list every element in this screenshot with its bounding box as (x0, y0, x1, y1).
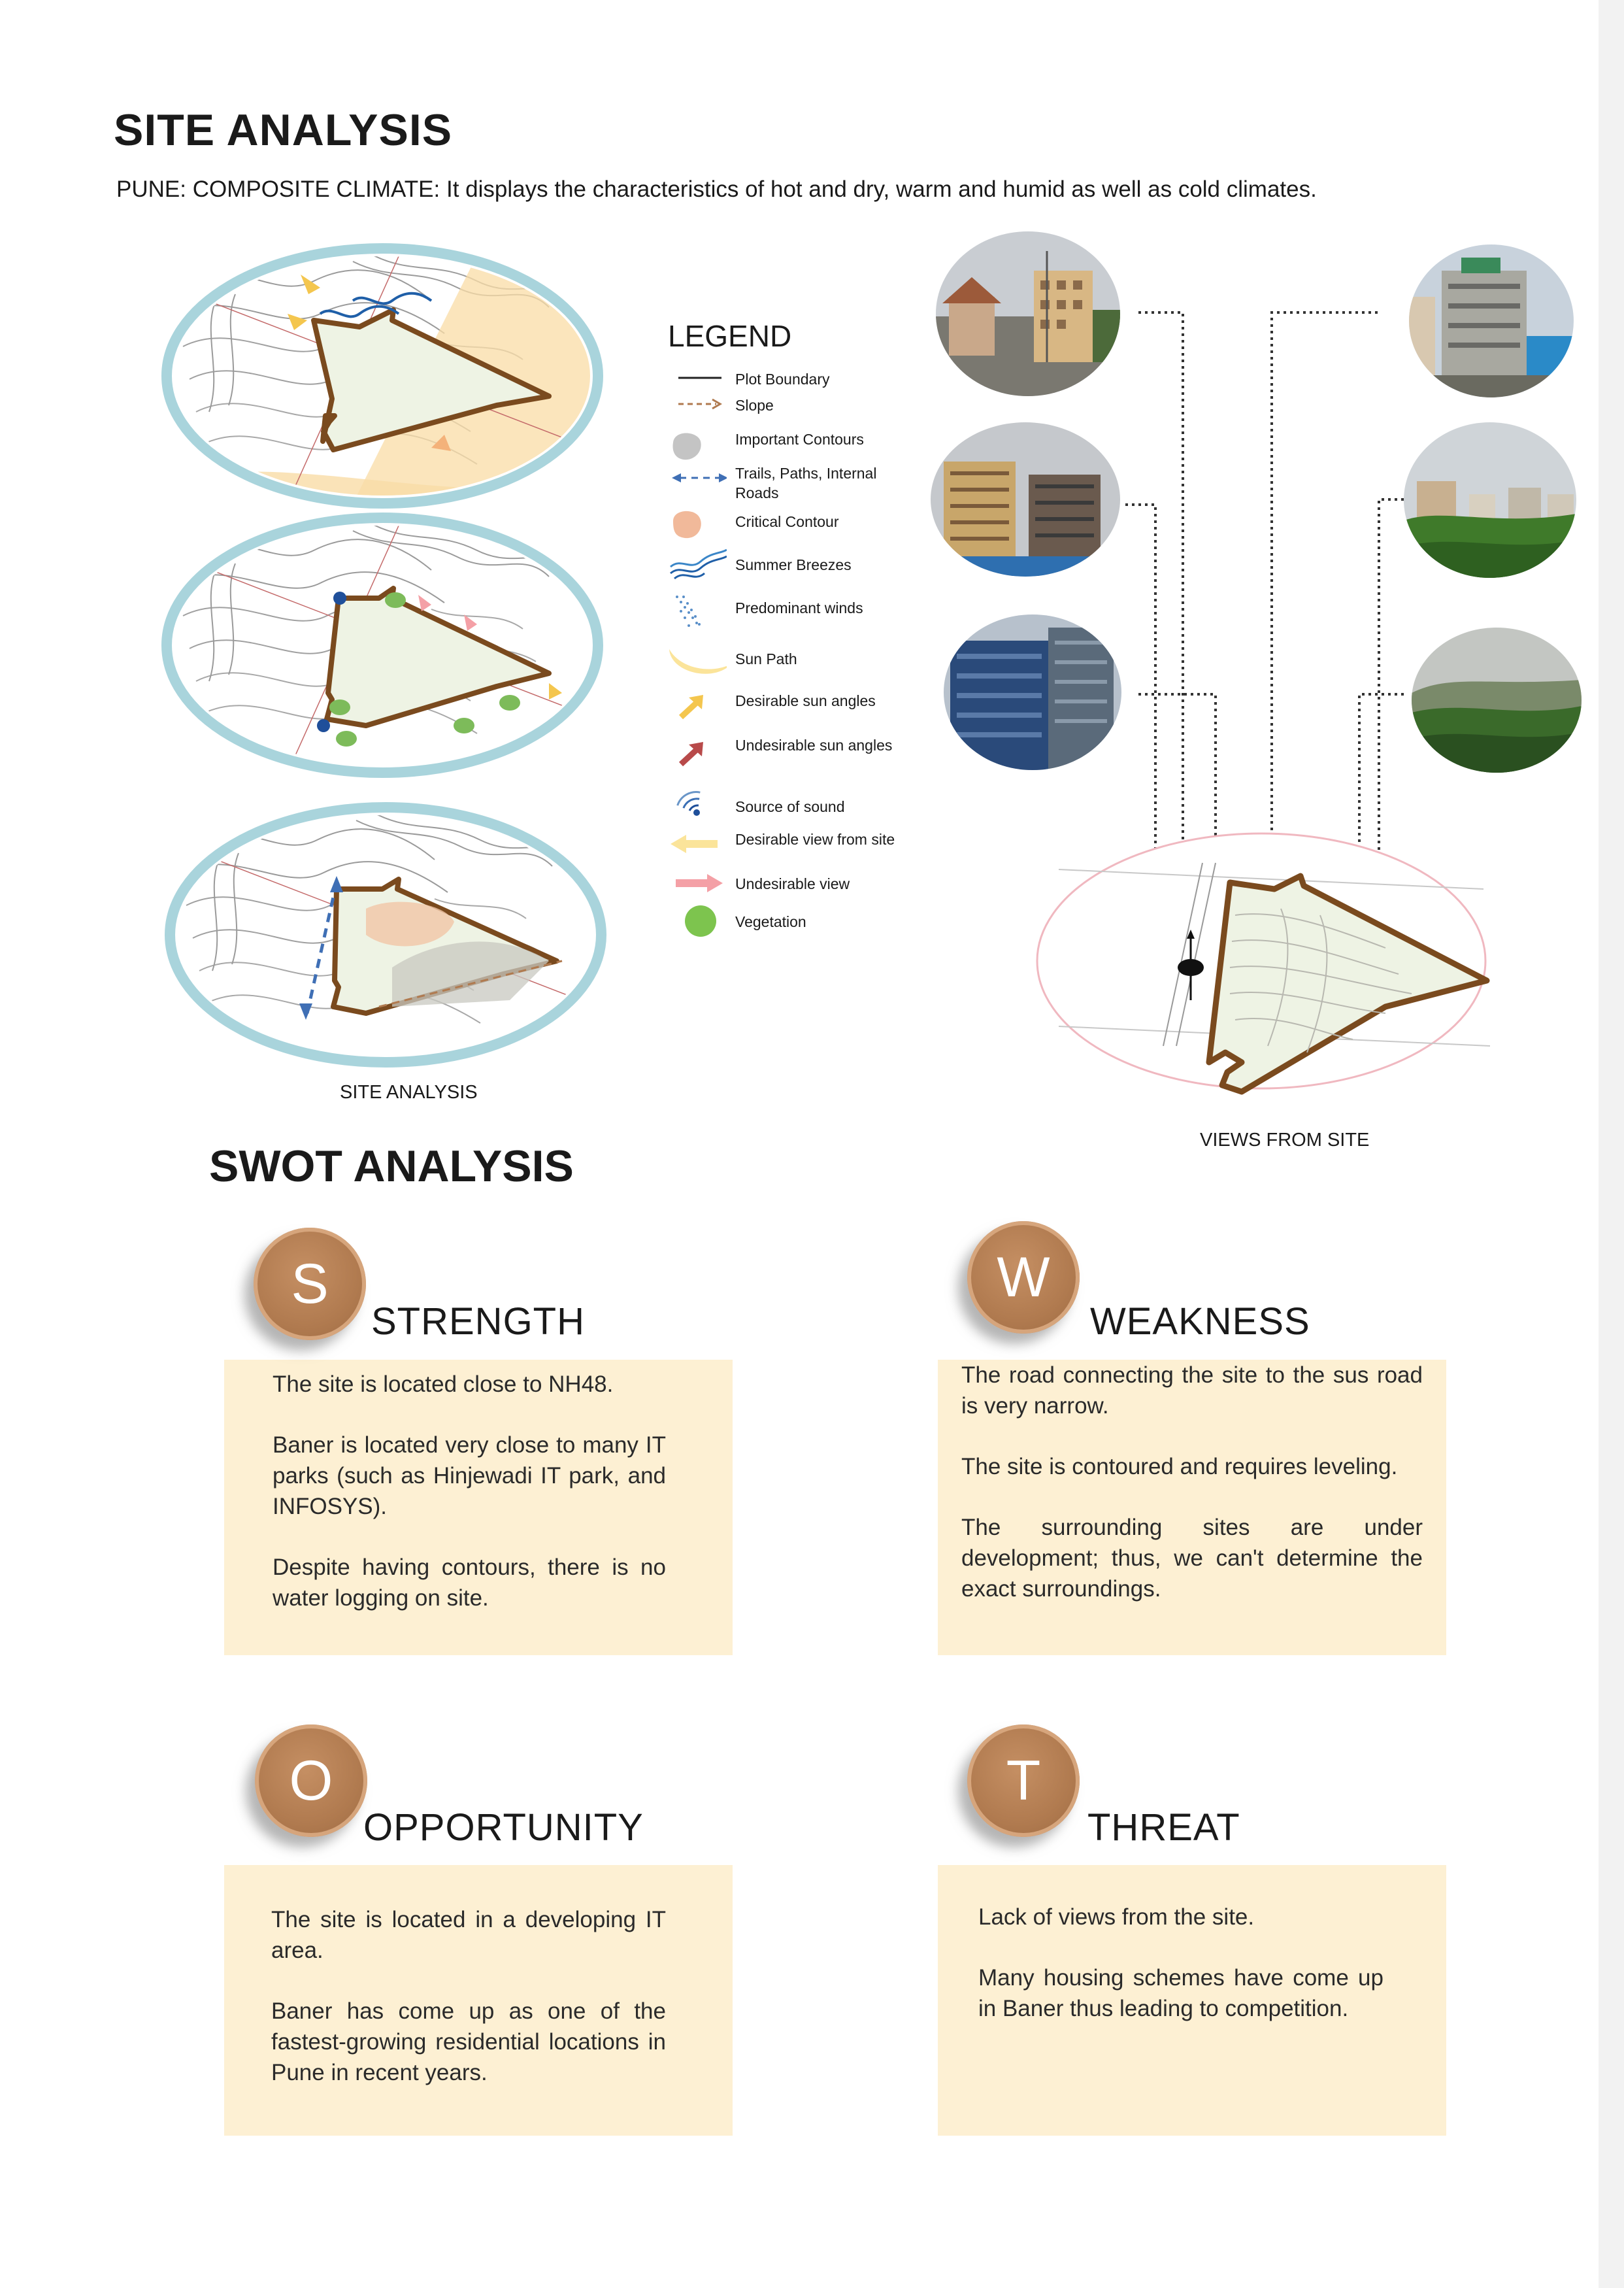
views-site-plan (1037, 833, 1490, 1092)
dotted-wind-icon (668, 592, 727, 631)
weakness-badge: W (967, 1221, 1080, 1334)
strength-point-3: Despite having contours, there is no water logging on site. (273, 1555, 666, 1611)
legend: LEGEND Plot Boundary Slope Important Contours Trails, Paths, Internal Roads Critical Contour Summer Breezes Predominant winds Sun Path Desirable sun angles Undesirable sun angles Source of sound Desirable view from site Undesirable view Vegetation (668, 318, 916, 360)
opportunity-heading: OPPORTUNITY (363, 1806, 644, 1849)
page-edge-stripe (1599, 0, 1624, 2288)
opportunity-point-2: Baner has come up as one of the fastest-growing residential locations in Pune in recent years. (271, 1998, 666, 2085)
view-photo-residential-left (936, 231, 1120, 396)
yellow-arrow-icon (668, 691, 727, 730)
dashed-arrow-icon (668, 395, 727, 435)
site-map-paths-and-contours (157, 807, 614, 1062)
wave-icon (668, 548, 727, 588)
crescent-icon (668, 644, 727, 683)
opportunity-badge: O (255, 1724, 367, 1837)
legend-title: LEGEND (668, 319, 792, 353)
threat-point-1: Lack of views from the site. (978, 1904, 1255, 1930)
swot-title: SWOT ANALYSIS (209, 1141, 574, 1191)
weakness-point-1: The road connecting the site to the sus road is very narrow. (961, 1362, 1423, 1419)
strength-point-2: Baner is located very close to many IT parks (such as Hinjewadi IT park, and INFOSYS). (273, 1432, 666, 1519)
opportunity-point-1: The site is located in a developing IT area. (271, 1907, 666, 1963)
site-analysis-maps (157, 242, 614, 1118)
double-arrow-icon (668, 463, 727, 503)
weakness-box (938, 1360, 1446, 1655)
weakness-point-3: The surrounding sites are under development; thus, we can't determine the exact surroundings. (961, 1515, 1423, 1602)
yellow-view-arrow-icon (668, 830, 727, 869)
threat-heading: THREAT (1087, 1806, 1240, 1849)
peach-blob-icon (668, 507, 727, 546)
strength-badge: S (254, 1228, 366, 1340)
opportunity-box (224, 1865, 733, 2136)
threat-badge: T (967, 1724, 1080, 1837)
threat-box (938, 1865, 1446, 2136)
strength-point-1: The site is located close to NH48. (273, 1371, 614, 1397)
view-photo-construction (944, 614, 1121, 770)
view-photo-tower-under-construction (1409, 244, 1574, 397)
weakness-point-2: The site is contoured and requires leveling. (961, 1454, 1398, 1479)
climate-note: PUNE: COMPOSITE CLIMATE: It displays the characteristics of hot and dry, warm and humid as well as cold climates. (116, 177, 1317, 202)
green-circle-icon (668, 905, 727, 945)
view-photo-apartments (931, 422, 1120, 577)
pink-view-arrow-icon (668, 869, 727, 908)
strength-heading: STRENGTH (371, 1300, 585, 1343)
site-map-winds-and-vegetation (157, 511, 614, 773)
strength-box (224, 1360, 733, 1655)
site-map-sun-and-breezes (157, 242, 614, 503)
page-title: SITE ANALYSIS (114, 105, 453, 155)
red-arrow-icon (668, 735, 727, 775)
views-caption: VIEWS FROM SITE (1200, 1130, 1370, 1151)
grey-blob-icon (668, 429, 727, 469)
weakness-heading: WEAKNESS (1090, 1300, 1310, 1343)
threat-point-2: Many housing schemes have come up in Baner thus leading to competition. (978, 1965, 1384, 2021)
view-photo-greenery-buildings (1404, 422, 1576, 578)
view-photo-hills-vegetation (1412, 628, 1582, 773)
site-analysis-caption: SITE ANALYSIS (340, 1082, 478, 1103)
sound-icon (668, 790, 727, 830)
